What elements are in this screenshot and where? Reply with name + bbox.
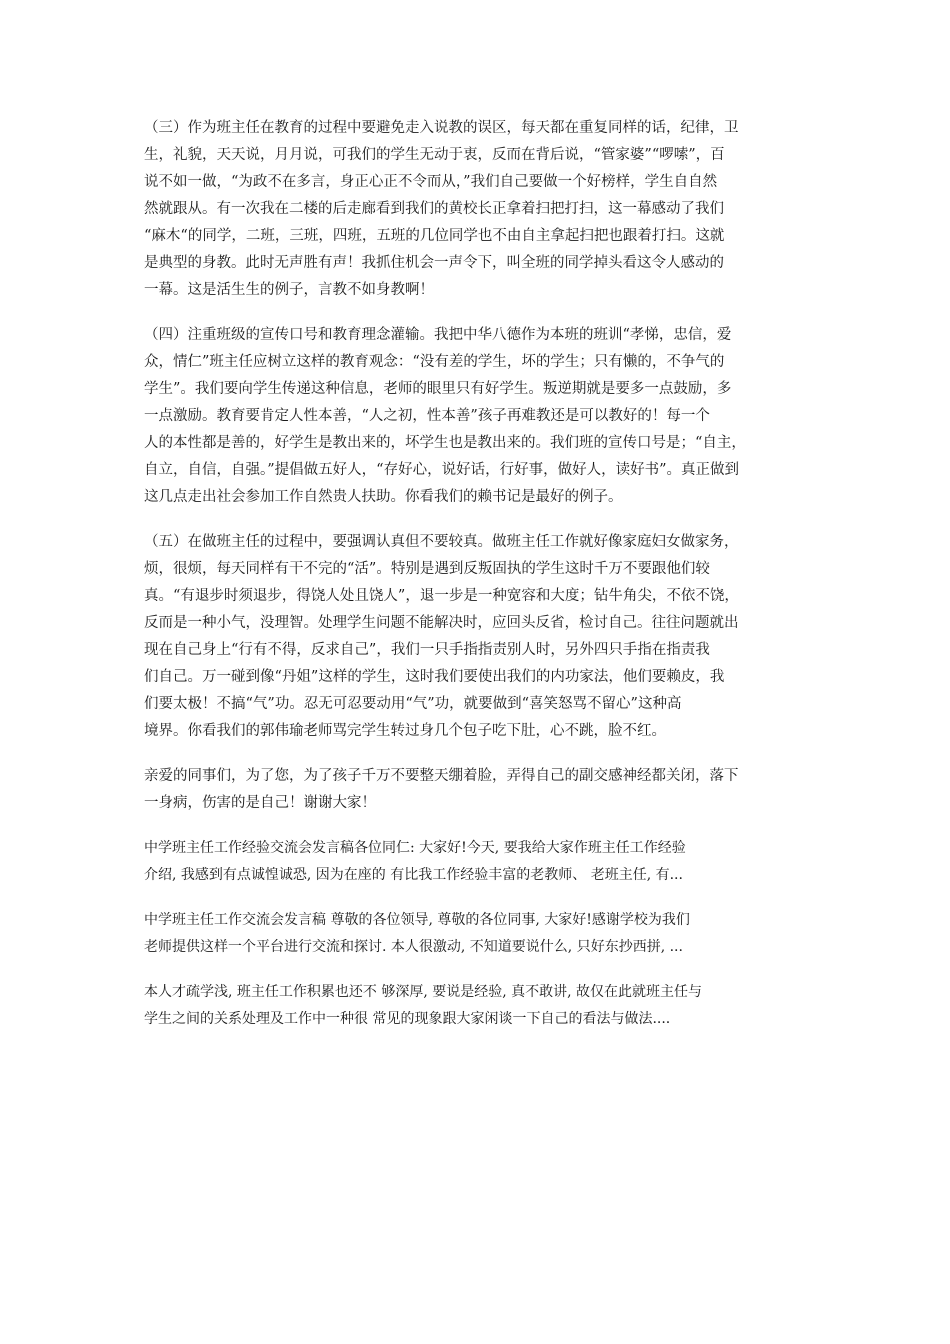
text-line: 烦，很烦，每天同样有干不完的“活”。特别是遇到反叛固执的学生这时千万不要跟他们较 xyxy=(144,561,710,577)
text-line: 中学班主任工作交流会发言稿 尊敬的各位领导, 尊敬的各位同事, 大家好!感谢学校为我们 xyxy=(144,912,690,928)
text-line: 本人才疏学浅, 班主任工作积累也还不 够深厚, 要说是经验, 真不敢讲, 故仅在此就班主任与 xyxy=(144,984,703,1000)
paragraph-5-patience xyxy=(144,529,812,745)
text-line: 介绍, 我感到有点诚惶诚恐, 因为在座的 有比我工作经验丰富的老教师、 老班主任, 有... xyxy=(144,867,683,883)
text-line: 亲爱的同事们，为了您，为了孩子千万不要整天绷着脸，弄得自己的副交感神经都关闭，落下 xyxy=(144,768,739,784)
text-line: 然就跟从。有一次我在二楼的后走廊看到我们的黄校长正拿着扫把打扫，这一幕感动了我们 xyxy=(144,201,724,217)
text-line: “麻木“的同学，二班，三班，四班，五班的几位同学也不由自主拿起扫把也跟着打扫。这就 xyxy=(144,228,725,244)
text-line: 中学班主任工作经验交流会发言稿各位同仁: 大家好!今天, 要我给大家作班主任工作经验 xyxy=(144,840,686,856)
text-line: 老师提供这样一个平台进行交流和探讨. 本人很激动, 不知道要说什么, 只好东抄西拼, ... xyxy=(144,939,683,955)
text-line: 真。“有退步时须退步，得饶人处且饶人”，退一步是一种宽容和大度；钻牛角尖，不依不饶， xyxy=(144,588,739,604)
text-line: 境界。你看我们的郭伟瑜老师骂完学生转过身几个包子吃下肚，心不跳，脸不红。 xyxy=(144,723,666,739)
text-line: （四）注重班级的宣传口号和教育理念灌输。我把中华八德作为本班的班训“孝悌，忠信，爱 xyxy=(144,327,732,343)
paragraph-3-example-teaching xyxy=(144,115,812,304)
text-line: 说不如一做，“为政不在多言，身正心正不令而从，”我们自己要做一个好榜样，学生自自然 xyxy=(144,174,718,190)
text-line: 学生”。我们要向学生传递这种信息，老师的眼里只有好学生。叛逆期就是要多一点鼓励，多 xyxy=(144,381,732,397)
text-line: 是典型的身教。此时无声胜有声！我抓住机会一声令下，叫全班的同学掉头看这令人感动的 xyxy=(144,255,724,271)
text-line: 众，情仁”班主任应树立这样的教育观念：“没有差的学生，坏的学生；只有懒的，不争气的 xyxy=(144,354,725,370)
text-line: 生，礼貌，天天说，月月说，可我们的学生无动于衷，反而在背后说，“管家婆”“啰嗦”，百 xyxy=(144,147,725,163)
text-line: （三）作为班主任在教育的过程中要避免走入说教的误区，每天都在重复同样的话，纪律，卫 xyxy=(144,120,739,136)
text-line: 自立，自信，自强。”提倡做五好人，“存好心，说好话，行好事，做好人，读好书”。真正做到 xyxy=(144,462,739,478)
text-line: 反而是一种小气，没理智。处理学生问题不能解决时，应回头反省，检讨自己。往往问题就出 xyxy=(144,615,739,631)
text-line: 一点激励。教育要肯定人性本善，“人之初，性本善”孩子再难教还是可以教好的！每一个 xyxy=(144,408,710,424)
document-page xyxy=(144,115,812,1051)
text-line: 们自己。万一碰到像“丹姐”这样的学生，这时我们要使出我们的内功家法，他们要赖皮，我 xyxy=(144,669,725,685)
text-line: 现在自己身上“行有不得，反求自己”，我们一只手指指责别人时，另外四只手指在指责我 xyxy=(144,642,710,658)
text-line: 一身病，伤害的是自己！谢谢大家！ xyxy=(144,795,376,811)
paragraph-closing-thanks xyxy=(144,763,812,817)
text-line: 这几点走出社会参加工作自然贵人扶助。你看我们的赖书记是最好的例子。 xyxy=(144,489,623,505)
text-line: 一幕。这是活生生的例子，言教不如身教啊！ xyxy=(144,282,434,298)
text-line: （五）在做班主任的过程中，要强调认真但不要较真。做班主任工作就好像家庭妇女做家务， xyxy=(144,534,739,550)
text-line: 人的本性都是善的，好学生是教出来的，坏学生也是教出来的。我们班的宣传口号是；“自主， xyxy=(144,435,746,451)
text-line: 们要太极！不搞“气”功。忍无可忍要动用“气”功，就要做到“喜笑怒骂不留心”这种高 xyxy=(144,696,682,712)
related-excerpt-1 xyxy=(144,835,812,889)
paragraph-4-class-motto xyxy=(144,322,812,511)
text-line: 学生之间的关系处理及工作中一种很 常见的现象跟大家闲谈一下自己的看法与做法.... xyxy=(144,1011,671,1027)
related-excerpt-3 xyxy=(144,979,812,1033)
related-excerpt-2 xyxy=(144,907,812,961)
